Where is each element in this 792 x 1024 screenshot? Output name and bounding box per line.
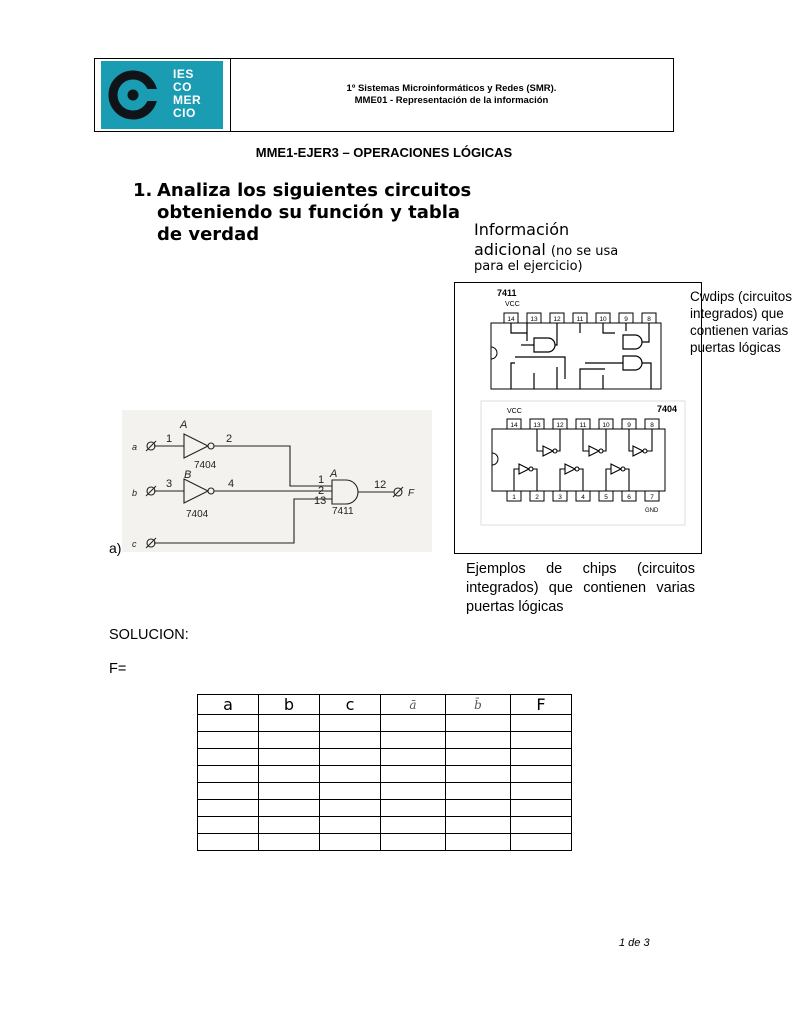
chip-7411-name: 7411 (497, 288, 517, 298)
course-line: 1º Sistemas Microinformáticos y Redes (SMR). (346, 83, 557, 94)
table-cell (511, 783, 572, 800)
logo-cell (95, 59, 231, 131)
table-cell (198, 766, 259, 783)
chip-7411-vcc: VCC (505, 301, 520, 308)
additional-info-note: para el ejercicio) (474, 259, 583, 274)
logic-circuit-a (122, 410, 432, 552)
side-note-overflow: Cwdips (circuitos integrados) que contienen varias puertas lógicas (690, 289, 792, 355)
and-chip-label: 7411 (332, 506, 354, 517)
ies-comercio-logo (101, 61, 223, 129)
svg-text:1: 1 (318, 474, 325, 486)
table-cell (320, 834, 381, 851)
svg-text:2: 2 (535, 494, 539, 501)
table-cell (198, 800, 259, 817)
svg-text:2: 2 (318, 485, 325, 497)
table-cell (381, 800, 446, 817)
table-cell (511, 766, 572, 783)
table-cell (259, 766, 320, 783)
table-cell (446, 817, 511, 834)
not-gate-b-label: B (184, 469, 192, 481)
table-cell (198, 732, 259, 749)
table-cell (381, 817, 446, 834)
chip-7404-name: 7404 (657, 404, 678, 414)
svg-text:5: 5 (604, 494, 608, 501)
table-row (198, 834, 572, 851)
table-cell (198, 834, 259, 851)
table-cell (259, 749, 320, 766)
table-cell (320, 817, 381, 834)
document-title: MME1-EJER3 – OPERACIONES LÓGICAS (255, 145, 513, 160)
truth-table-body (198, 715, 572, 851)
table-cell (381, 749, 446, 766)
logic-circuit-svg (122, 410, 432, 552)
svg-text:11: 11 (579, 422, 587, 429)
svg-text:12: 12 (553, 316, 561, 323)
table-cell (320, 732, 381, 749)
header-f: F (511, 695, 572, 715)
table-cell (446, 783, 511, 800)
table-cell (198, 817, 259, 834)
svg-text:4: 4 (581, 494, 585, 501)
svg-text:1: 1 (512, 494, 516, 501)
svg-text:12: 12 (556, 422, 564, 429)
table-cell (446, 766, 511, 783)
table-cell (259, 732, 320, 749)
function-label: F= (109, 661, 127, 677)
chip-diagrams-svg (455, 283, 701, 553)
input-a-label: a (132, 442, 138, 452)
table-cell (320, 715, 381, 732)
table-cell (259, 800, 320, 817)
part-label: a) (109, 540, 122, 556)
svg-text:6: 6 (627, 494, 631, 501)
table-cell (446, 834, 511, 851)
truth-table (197, 694, 572, 851)
table-cell (446, 715, 511, 732)
table-cell (511, 732, 572, 749)
header-a: a (198, 695, 259, 715)
svg-text:11: 11 (576, 316, 584, 323)
table-cell (511, 749, 572, 766)
table-cell (381, 766, 446, 783)
table-cell (320, 766, 381, 783)
svg-text:8: 8 (647, 316, 651, 323)
table-cell (259, 783, 320, 800)
svg-text:10: 10 (599, 316, 607, 323)
chip-7404-gnd: GND (645, 508, 659, 514)
table-cell (381, 783, 446, 800)
svg-text:13: 13 (530, 316, 538, 323)
table-cell (511, 715, 572, 732)
table-cell (381, 715, 446, 732)
additional-info-heading: Información adicional (no se usa (474, 220, 619, 259)
document-header (94, 58, 674, 132)
logo-circle-icon (107, 69, 163, 121)
svg-text:4: 4 (228, 478, 235, 490)
table-cell (259, 715, 320, 732)
not-chip-label-a: 7404 (194, 460, 217, 471)
table-row (198, 766, 572, 783)
svg-text:13: 13 (533, 422, 541, 429)
table-cell (198, 783, 259, 800)
chip-caption: Ejemplos de chips (circuitos integrados) que contienen varias puertas lógicas (466, 561, 695, 615)
svg-text:2: 2 (226, 433, 233, 445)
table-cell (511, 800, 572, 817)
table-cell (259, 834, 320, 851)
table-cell (198, 715, 259, 732)
header-course-info (230, 59, 673, 131)
header-b: b (259, 695, 320, 715)
svg-text:3: 3 (166, 478, 173, 490)
question-number: 1. (133, 180, 153, 201)
svg-text:1: 1 (166, 433, 173, 445)
truth-table-header (198, 695, 572, 715)
table-row (198, 749, 572, 766)
svg-text:14: 14 (510, 422, 518, 429)
page-number: 1 de 3 (619, 937, 650, 949)
chip-diagrams (454, 282, 702, 554)
svg-text:14: 14 (507, 316, 515, 323)
input-c-label: c (132, 539, 137, 549)
svg-text:8: 8 (650, 422, 654, 429)
table-cell (446, 749, 511, 766)
header-not-a: ā (381, 695, 446, 715)
chip-7404-vcc: VCC (507, 408, 522, 415)
question-text: Analiza los siguientes circuitos obteniendo su función y tabla de verdad (157, 180, 472, 245)
and-gate-label: A (330, 468, 338, 480)
logo-text: IES CO MER CIO (173, 67, 202, 120)
table-cell (259, 817, 320, 834)
table-cell (511, 834, 572, 851)
svg-text:10: 10 (602, 422, 610, 429)
chip-7404 (481, 401, 685, 525)
table-row (198, 732, 572, 749)
output-f-label: F (408, 488, 415, 499)
table-row (198, 817, 572, 834)
header-not-b: b̄ (446, 695, 511, 715)
table-cell (320, 783, 381, 800)
svg-text:9: 9 (624, 316, 628, 323)
table-cell (320, 800, 381, 817)
input-b-label: b (132, 488, 138, 498)
table-cell (511, 817, 572, 834)
table-cell (381, 732, 446, 749)
table-row (198, 715, 572, 732)
svg-text:12: 12 (374, 479, 387, 491)
table-row (198, 783, 572, 800)
svg-text:13: 13 (314, 495, 327, 507)
table-cell (446, 732, 511, 749)
header-c: c (320, 695, 381, 715)
chip-7411 (491, 288, 661, 389)
svg-text:9: 9 (627, 422, 631, 429)
table-row (198, 800, 572, 817)
table-cell (320, 749, 381, 766)
table-cell (198, 749, 259, 766)
table-cell (446, 800, 511, 817)
table-cell (381, 834, 446, 851)
solution-label: SOLUCION: (109, 627, 189, 643)
not-chip-label-b: 7404 (186, 509, 209, 520)
not-gate-a-label: A (180, 419, 188, 431)
svg-text:3: 3 (558, 494, 562, 501)
svg-text:7: 7 (650, 494, 654, 501)
module-line: MME01 - Representación de la información (354, 95, 549, 106)
